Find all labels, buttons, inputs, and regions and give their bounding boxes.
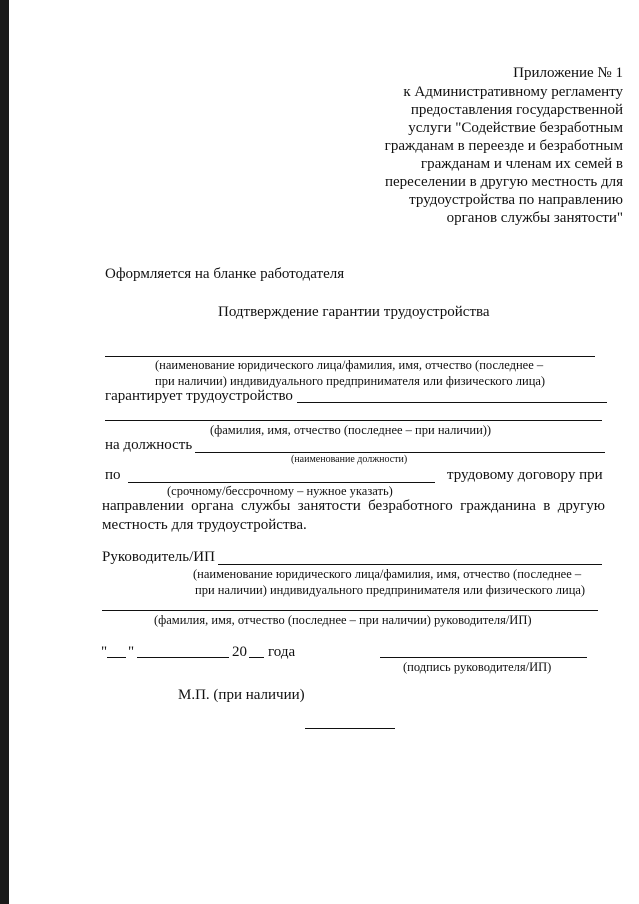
head-hint: (наименование юридического лица/фамилия, имя, отчество (последнее – xyxy=(193,567,582,581)
head-hint: при наличии) индивидуального предпринимателя или физического лица) xyxy=(195,583,586,597)
body-text: местность для трудоустройства. xyxy=(102,517,307,533)
blank-note: Оформляется на бланке работодателя xyxy=(105,266,345,282)
appendix-line: услуги "Содействие безработным xyxy=(408,120,623,136)
position-label: на должность xyxy=(105,437,193,453)
employer-name-line[interactable] xyxy=(105,356,595,357)
guarantee-detail-line[interactable] xyxy=(297,402,607,403)
head-name-hint: (фамилия, имя, отчество (последнее – при наличии) руководителя/ИП) xyxy=(154,613,532,627)
signature-line[interactable] xyxy=(380,657,587,658)
date-month-line[interactable] xyxy=(137,657,229,658)
date-year-line[interactable] xyxy=(249,657,264,658)
scan-edge xyxy=(0,0,9,904)
appendix-line: Приложение № 1 xyxy=(513,65,623,81)
head-name-line[interactable] xyxy=(102,610,598,611)
employer-hint: (наименование юридического лица/фамилия, имя, отчество (последнее – xyxy=(155,358,544,372)
contract-label: трудовому договору при xyxy=(447,467,603,483)
contract-hint: (срочному/бессрочному – нужное указать) xyxy=(167,484,393,498)
head-label: Руководитель/ИП xyxy=(102,549,215,565)
appendix-line: трудоустройства по направлению xyxy=(409,192,623,208)
date-quote: " xyxy=(128,644,135,660)
date-quote: " xyxy=(101,644,108,660)
appendix-line: предоставления государственной xyxy=(410,102,623,118)
bottom-divider xyxy=(305,728,395,729)
appendix-line: гражданам в переезде и безработным xyxy=(384,138,623,154)
body-text: направлении органа службы занятости безработного гражданина в другую xyxy=(102,498,605,514)
citizen-hint: (фамилия, имя, отчество (последнее – при наличии)) xyxy=(210,423,492,437)
po-label: по xyxy=(105,467,121,483)
appendix-line: органов службы занятости" xyxy=(446,210,623,226)
appendix-line: гражданам и членам их семей в xyxy=(420,156,623,172)
contract-type-line[interactable] xyxy=(128,482,435,483)
citizen-name-line[interactable] xyxy=(105,420,602,421)
date-year-suffix: года xyxy=(268,644,296,660)
appendix-line: к Административному регламенту xyxy=(403,84,623,100)
position-line[interactable] xyxy=(195,452,605,453)
date-day-line[interactable] xyxy=(107,657,126,658)
form-title: Подтверждение гарантии трудоустройства xyxy=(218,304,490,320)
employer-hint: при наличии) индивидуального предпринимателя или физического лица) xyxy=(155,374,546,388)
head-org-line[interactable] xyxy=(218,564,602,565)
position-hint: (наименование должности) xyxy=(291,454,408,465)
guarantees-label: гарантирует трудоустройство xyxy=(105,388,293,404)
date-year-prefix: 20 xyxy=(232,644,247,660)
stamp-label: М.П. (при наличии) xyxy=(178,687,305,703)
signature-hint: (подпись руководителя/ИП) xyxy=(403,660,552,674)
appendix-line: переселении в другую местность для xyxy=(384,174,623,190)
